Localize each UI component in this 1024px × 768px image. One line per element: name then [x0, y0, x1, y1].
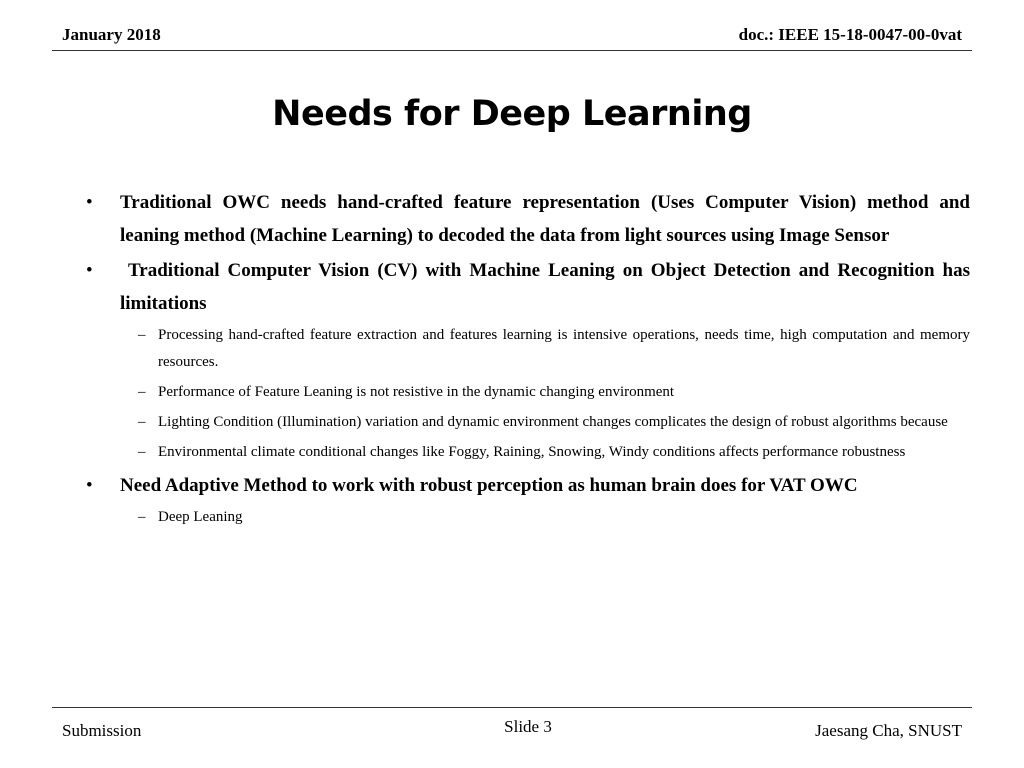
bullet-item [84, 254, 975, 320]
sub-bullet-item [138, 322, 970, 376]
slide-number: Slide 3 [504, 717, 552, 736]
sub-bullet-item [138, 439, 970, 466]
bullet-item [84, 186, 970, 252]
bullet-icon: • [86, 260, 93, 281]
header-divider [52, 50, 972, 51]
sub-bullet-item [138, 409, 970, 436]
header-date: January 2018 [62, 25, 161, 44]
sub-bullet-text: Processing hand-crafted feature extraction and features learning is intensive operations, needs time, high computation and memory resources. [158, 327, 970, 370]
bullet-text: Traditional OWC needs hand-crafted feature representation (Uses Computer Vision) method and leaning method (Machine Learning) to decoded the data from light sources using Image Sensor [120, 192, 970, 246]
dash-icon: – [138, 444, 146, 460]
header-doc-id: doc.: IEEE 15-18-0047-00-0vat [738, 25, 962, 44]
sub-bullet-item [138, 379, 970, 406]
sub-bullet-item [138, 504, 970, 531]
slide-title: Needs for Deep Learning [272, 94, 752, 134]
bullet-text: Need Adaptive Method to work with robust perception as human brain does for VAT OWC [120, 475, 858, 496]
sub-bullet-text: Performance of Feature Leaning is not resistive in the dynamic changing environment [158, 384, 675, 400]
bullet-icon: • [86, 475, 93, 496]
bullet-icon: • [86, 192, 93, 213]
sub-bullet-text: Lighting Condition (Illumination) variation and dynamic environment changes complicates the design of robust algorithms because [158, 414, 948, 430]
bullet-item [84, 469, 970, 502]
sub-bullet-text: Deep Leaning [158, 509, 243, 525]
slide-body [84, 186, 975, 534]
dash-icon: – [138, 384, 146, 400]
footer-submission: Submission [62, 721, 142, 740]
dash-icon: – [138, 509, 146, 525]
dash-icon: – [138, 414, 146, 430]
sub-bullet-text: Environmental climate conditional changes like Foggy, Raining, Snowing, Windy conditions affects performance robustness [158, 444, 906, 460]
footer-author: Jaesang Cha, SNUST [815, 721, 962, 740]
footer-divider [52, 707, 972, 708]
bullet-text: Traditional Computer Vision (CV) with Machine Leaning on Object Detection and Recognition has limitations [120, 260, 975, 314]
dash-icon: – [138, 327, 146, 343]
